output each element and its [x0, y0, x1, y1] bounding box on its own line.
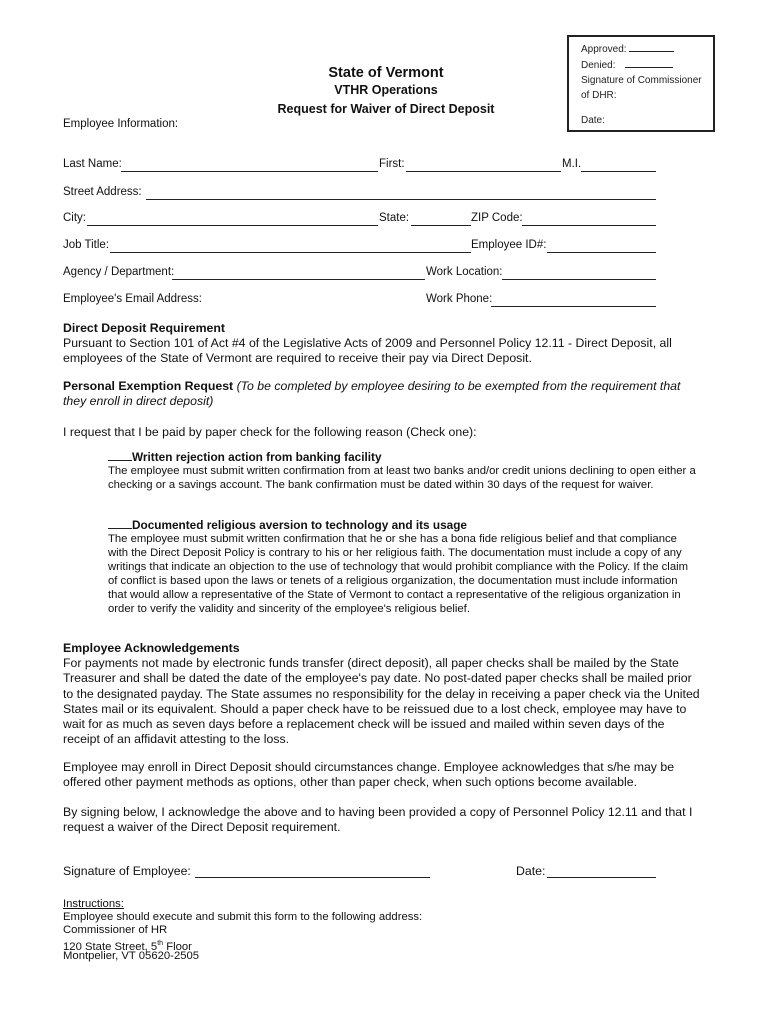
zip-label: ZIP Code:: [471, 212, 523, 224]
last-name-field[interactable]: [121, 170, 378, 172]
acknowledgements-p1: For payments not made by electronic funds transfer (direct deposit), all paper checks shall be mailed by the State Treasurer and shall be dated the date of the employee's pay date. No post-dated paper checks shall be mailed prior to the designated payday. The State assumes no responsibility for the delay in receiving a paper check via the United States mail or its equivalent. Should a paper check have to be reissued due to a lost check, employee may have to wait for as much as seven days before a replacement check will be issued and mailed within seven days of the receipt of an affidavit attesting to the loss.: [63, 656, 700, 747]
option1-text: The employee must submit written confirmation from at least two banks and/or credit unions declining to open either a checking or a savings account. The bank confirmation must be dated within 30 days of the request for waiver.: [108, 465, 696, 491]
page-subtitle: VTHR Operations: [334, 83, 438, 97]
address-street: 120 State Street, 5: [63, 940, 158, 953]
city-field[interactable]: [87, 224, 378, 226]
employee-info-heading: Employee Information:: [63, 118, 179, 130]
work-phone-field[interactable]: [491, 305, 656, 307]
option1-title: Written rejection action from banking facility: [132, 450, 382, 464]
mi-label: M.I.: [562, 158, 582, 170]
option1-row: [108, 450, 698, 464]
job-title-label: Job Title:: [63, 239, 110, 251]
work-phone-label: Work Phone:: [426, 293, 493, 305]
option2-checkbox-line[interactable]: [108, 518, 132, 529]
signature-label: Signature of Employee:: [63, 864, 191, 878]
instructions-line4: Montpelier, VT 05620-2505: [63, 950, 200, 962]
email-label: Employee's Email Address:: [63, 293, 202, 305]
employee-id-label: Employee ID#:: [471, 239, 547, 251]
exemption-heading: Personal Exemption Request: [63, 379, 234, 393]
exemption-note: (To be completed by employee desiring to be exempted from the requirement that they enroll in direct deposit): [63, 379, 681, 408]
agency-field[interactable]: [172, 278, 425, 280]
approved-label: Approved:: [581, 44, 627, 55]
signature-commissioner-label-2: of DHR:: [581, 90, 617, 101]
instructions-line1: Employee should execute and submit this form to the following address:: [63, 911, 423, 923]
acknowledgements-p2: Employee may enroll in Direct Deposit should circumstances change. Employee acknowledges that s/he may be offered other payment methods as options, other than paper check, when such options become available.: [63, 760, 675, 789]
acknowledgements-heading: Employee Acknowledgements: [63, 641, 240, 655]
signature-date-field[interactable]: [547, 876, 656, 878]
signature-date-label: Date:: [516, 864, 546, 878]
form-title: Request for Waiver of Direct Deposit: [277, 102, 495, 116]
city-label: City:: [63, 212, 86, 224]
state-field[interactable]: [411, 224, 471, 226]
address-ordinal: th: [157, 940, 164, 947]
zip-field[interactable]: [522, 224, 656, 226]
option2-row: [108, 518, 698, 532]
work-location-label: Work Location:: [426, 266, 503, 278]
address-floor: Floor: [163, 940, 192, 953]
street-address-label: Street Address:: [63, 186, 142, 198]
job-title-field[interactable]: [110, 251, 471, 253]
option2-title: Documented religious aversion to technology and its usage: [132, 518, 467, 532]
exemption-request: I request that I be paid by paper check for the following reason (Check one):: [63, 425, 477, 439]
acknowledgements-p3: By signing below, I acknowledge the above and to having been provided a copy of Personnel Policy 12.11 and that I request a waiver of the Direct Deposit requirement.: [63, 805, 693, 834]
work-location-field[interactable]: [502, 278, 656, 280]
option2-text: The employee must submit written confirmation that he or she has a bona fide religious belief and that compliance with the Direct Deposit Policy is contrary to his or her religious faith. The documentation must include a copy of any writings that indicate an objection to the use of technology that would prohibit compliance with the Policy. If the claim of conflict is based upon the laws or tenets of a religious organization, the documentation must include information that would allow a representative of the State of Vermont to contact a representative of the religious organization in order to verify the validity and sincerity of the employee's religious belief.: [108, 533, 689, 615]
agency-label: Agency / Department:: [63, 266, 175, 278]
instructions-line2: Commissioner of HR: [63, 924, 168, 936]
state-label: State:: [379, 212, 410, 224]
denied-label: Denied:: [581, 60, 616, 71]
signature-commissioner-label: Signature of Commissioner: [581, 75, 702, 86]
street-address-field[interactable]: [146, 198, 656, 200]
first-name-label: First:: [379, 158, 405, 170]
exemption-block: [63, 379, 703, 409]
requirement-text: Pursuant to Section 101 of Act #4 of the Legislative Acts of 2009 and Personnel Policy 12.11 - Direct Deposit, all employees of the State of Vermont are required to receive their pay via Direct Deposit.: [63, 336, 672, 365]
approval-box: [567, 35, 715, 132]
employee-id-field[interactable]: [547, 251, 656, 253]
instructions-heading: Instructions:: [63, 898, 124, 910]
signature-field[interactable]: [195, 876, 430, 878]
mi-field[interactable]: [581, 170, 656, 172]
first-name-field[interactable]: [406, 170, 561, 172]
option1-checkbox-line[interactable]: [108, 450, 132, 461]
page-title: State of Vermont: [328, 65, 444, 81]
approved-line[interactable]: [629, 41, 674, 52]
approval-date-label: Date:: [581, 115, 605, 126]
denied-line[interactable]: [625, 57, 673, 68]
last-name-label: Last Name:: [63, 158, 122, 170]
requirement-heading: Direct Deposit Requirement: [63, 321, 225, 335]
